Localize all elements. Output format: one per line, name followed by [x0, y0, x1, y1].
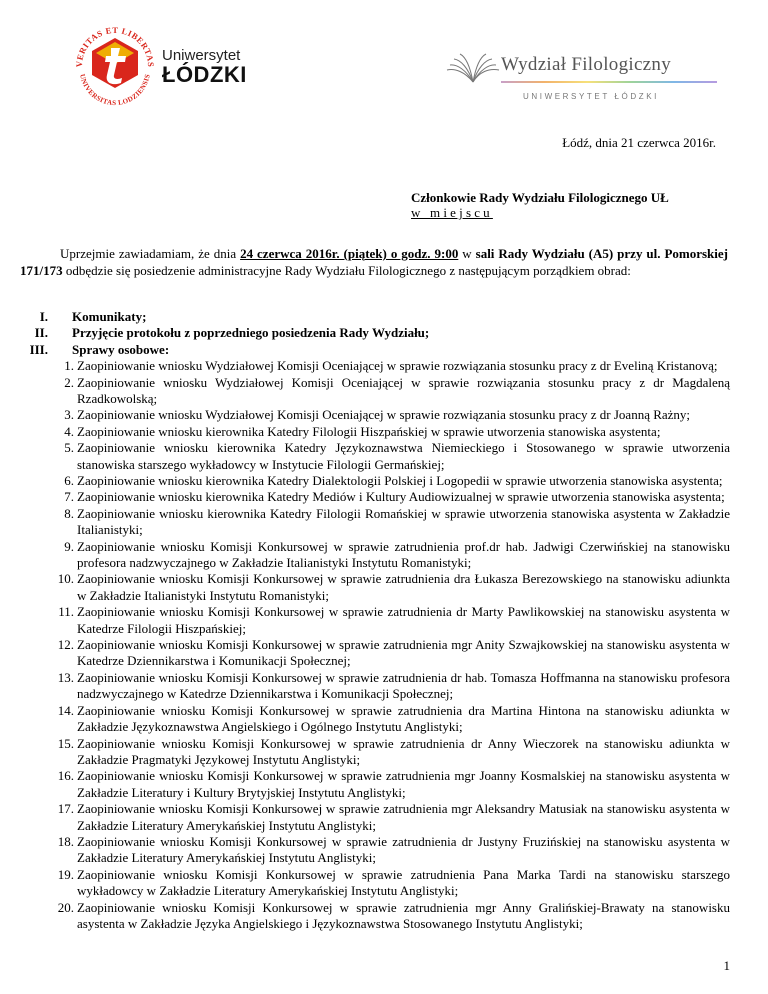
list-item-text: Zaopiniowanie wniosku Komisji Konkursowej w sprawie zatrudnienia dra Martina Hintona na stanowisku adiunkta w Zakładzie Językoznawstwa Angielskiego i Ogólnego Instytutu Anglistyki; [77, 702, 730, 735]
recipient-line1: Członkowie Rady Wydziału Filologicznego UŁ [411, 190, 669, 205]
list-item-number: 10. [57, 571, 74, 587]
list-item-number: 2. [64, 374, 74, 390]
list-item-number: 17. [57, 801, 74, 817]
agenda-roman-text: Przyjęcie protokołu z poprzedniego posiedzenia Rady Wydziału; [72, 325, 430, 341]
list-item [0, 539, 730, 572]
list-item-number: 11. [58, 604, 74, 620]
meeting-place: sali Rady Wydziału (A5) przy ul. Pomorskiej 171/173 [20, 246, 728, 278]
list-item-number: 14. [57, 702, 74, 718]
list-item-text: Zaopiniowanie wniosku Komisji Konkursowej w sprawie zatrudnienia mgr Aleksandry Matusiak na stanowisku asystenta w Zakładzie Literatury Amerykańskiej Instytutu Anglistyki; [77, 801, 730, 833]
seal-text-bottom: UNIVERSITAS LODZIENSIS [78, 73, 152, 108]
list-item-number: 15. [57, 735, 74, 751]
agenda-roman-number: III. [29, 341, 48, 357]
list-item-text: Zaopiniowanie wniosku kierownika Katedry Dialektologii Polskiej i Logopedii w sprawie utworzenia stanowiska asystenta; [77, 473, 723, 489]
faculty-rainbow-bar [501, 81, 717, 83]
recipient-block [411, 190, 669, 220]
list-item-text: Zaopiniowanie wniosku kierownika Katedry Filologii Hiszpańskiej w sprawie utworzenia stanowiska asystenta; [77, 423, 661, 439]
list-item-number: 16. [57, 768, 74, 784]
list-item [0, 407, 730, 423]
list-item [0, 670, 730, 703]
list-item-number: 6. [64, 473, 74, 489]
list-item [0, 440, 730, 473]
list-item-text: Zaopiniowanie wniosku Komisji Konkursowej w sprawie zatrudnienia dr Anny Wieczorek na stanowisku adiunkta w Zakładzie Pragmatyki Językowej Instytutu Anglistyki; [77, 735, 730, 767]
list-item [0, 506, 730, 539]
list-item-text: Zaopiniowanie wniosku Komisji Konkursowej w sprawie zatrudnienia dr Justyny Fruzińskiej na stanowisku asystenta w Zakładzie Literatury Amerykańskiej Instytutu Anglistyki; [77, 833, 730, 866]
list-item [0, 571, 730, 604]
open-book-icon [445, 50, 501, 94]
list-item-number: 20. [57, 899, 74, 915]
agenda [0, 309, 730, 932]
list-item [0, 768, 730, 801]
list-item-text: Zaopiniowanie wniosku Wydziałowej Komisji Oceniającej w sprawie rozwiązania stosunku pracy z dr Eveliną Kristanovą; [77, 358, 718, 374]
list-item-text: Zaopiniowanie wniosku Komisji Konkursowej w sprawie zatrudnienia prof.dr hab. Jadwigi Czerwińskiej na stanowisku profesora nadzwyczajnego w Zakładzie Italianistyki Instytutu Romanistyki; [77, 538, 730, 571]
university-seal-icon [70, 18, 160, 108]
list-item [0, 358, 730, 374]
list-item-number: 9. [64, 538, 74, 554]
list-item [0, 375, 730, 408]
list-item-text: Zaopiniowanie wniosku Komisji Konkursowej w sprawie zatrudnienia mgr Joanny Kosmalskiej na stanowisku asystenta w Zakładzie Literatury i Kultury Brytyjskiej Instytutu Anglistyki; [77, 768, 730, 800]
list-item-text: Zaopiniowanie wniosku Komisji Konkursowej w sprawie zatrudnienia dr hab. Tomasza Hoffmanna na stanowisku profesora nadzwyczajnego w Katedrze Dziennikarstwa i Komunikacji Społecznej; [77, 669, 730, 702]
seal-text-top: VERITAS ET LIBERTAS [73, 24, 157, 68]
meeting-date: 24 czerwca 2016r. (piątek) o godz. 9:00 [240, 246, 459, 261]
list-item [0, 489, 730, 505]
faculty-logo [445, 50, 725, 110]
recipient-line2: w miejscu [411, 205, 493, 220]
list-item-number: 1. [64, 358, 74, 374]
intro-text-1: Uprzejmie zawiadamiam, że dnia [60, 246, 241, 261]
list-item-number: 19. [57, 866, 74, 882]
page-number: 1 [723, 958, 730, 973]
list-item-number: 18. [57, 833, 74, 849]
list-item-text: Zaopiniowanie wniosku Wydziałowej Komisji Oceniającej w sprawie rozwiązania stosunku pracy z dr Magdaleną Rzadkowolską; [77, 374, 730, 406]
list-item [0, 637, 730, 670]
list-item-text: Zaopiniowanie wniosku Komisji Konkursowej w sprawie zatrudnienia mgr Anny Gralińskiej-Brawaty na stanowisku asystenta w Zakładzie Języka Angielskiego i Językoznawstwa Stosowanego Instytutu Anglistyki; [77, 899, 730, 931]
list-item-text: Zaopiniowanie wniosku Komisji Konkursowej w sprawie zatrudnienia dra Łukasza Berezowskiego na stanowisku adiunkta w Zakładzie Italianistyki Instytutu Romanistyki; [77, 571, 730, 603]
intro-text-2: w [458, 246, 476, 261]
list-item-text: Zaopiniowanie wniosku Komisji Konkursowej w sprawie zatrudnienia mgr Anity Szwajkowskiej na stanowisku asystenta w Katedrze Dziennikarstwa i Komunikacji Społecznej; [77, 637, 730, 669]
university-name-line2: ŁÓDZKI [162, 62, 247, 87]
list-item-number: 13. [57, 669, 74, 685]
university-name-line1: Uniwersytet [162, 47, 241, 64]
list-item-number: 8. [64, 505, 74, 521]
list-item [0, 736, 730, 769]
list-item-number: 7. [64, 489, 74, 505]
faculty-name: Wydział Filologiczny [501, 54, 672, 75]
list-item-number: 3. [64, 407, 74, 423]
list-item-text: Zaopiniowanie wniosku Wydziałowej Komisji Oceniającej w sprawie rozwiązania stosunku pracy z dr Joanną Rażny; [77, 407, 691, 423]
list-item [0, 834, 730, 867]
list-item [0, 604, 730, 637]
university-logo [70, 18, 270, 106]
list-item [0, 473, 730, 489]
list-item [0, 801, 730, 834]
agenda-roman-text: Komunikaty; [72, 309, 147, 324]
agenda-roman-text: Sprawy osobowe: [72, 341, 170, 357]
agenda-roman-item [0, 342, 730, 358]
list-item [0, 900, 730, 933]
list-item-text: Zaopiniowanie wniosku kierownika Katedry Mediów i Kultury Audiowizualnej w sprawie utworzenia stanowiska asystenta; [77, 489, 725, 505]
list-item [0, 424, 730, 440]
list-item-text: Zaopiniowanie wniosku kierownika Katedry Filologii Romańskiej w sprawie utworzenia stanowiska asystenta w Zakładzie Italianistyki; [77, 505, 730, 538]
personnel-matters-list [0, 358, 730, 932]
agenda-roman-item [0, 325, 730, 341]
faculty-subtitle: UNIWERSYTET ŁÓDZKI [523, 92, 659, 101]
list-item-number: 5. [64, 440, 74, 456]
list-item-text: Zaopiniowanie wniosku kierownika Katedry Językoznawstwa Niemieckiego i Stosowanego w sprawie utworzenia stanowiska starszego wykładowcy w Instytucie Filologii Germańskiej; [77, 440, 730, 472]
list-item [0, 867, 730, 900]
list-item-text: Zaopiniowanie wniosku Komisji Konkursowej w sprawie zatrudnienia dr Marty Pawlikowskiej na stanowisku asystenta w Katedrze Filologii Hiszpańskiej; [77, 604, 730, 636]
intro-text-3: odbędzie się posiedzenie administracyjne Rady Wydziału Filologicznego z następującym porządkiem obrad: [62, 263, 631, 278]
list-item-text: Zaopiniowanie wniosku Komisji Konkursowej w sprawie zatrudnienia Pana Marka Tardi na stanowisku starszego wykładowcy w Zakładzie Literatury Amerykańskiej Instytutu Anglistyki; [77, 866, 730, 899]
list-item [0, 703, 730, 736]
list-item-number: 12. [57, 637, 74, 653]
list-item-number: 4. [64, 423, 74, 439]
letter-date: Łódź, dnia 21 czerwca 2016r. [562, 135, 716, 150]
intro-paragraph [20, 245, 728, 279]
agenda-roman-number: I. [39, 309, 48, 324]
agenda-roman-number: II. [34, 325, 48, 341]
agenda-roman-item [0, 309, 730, 325]
